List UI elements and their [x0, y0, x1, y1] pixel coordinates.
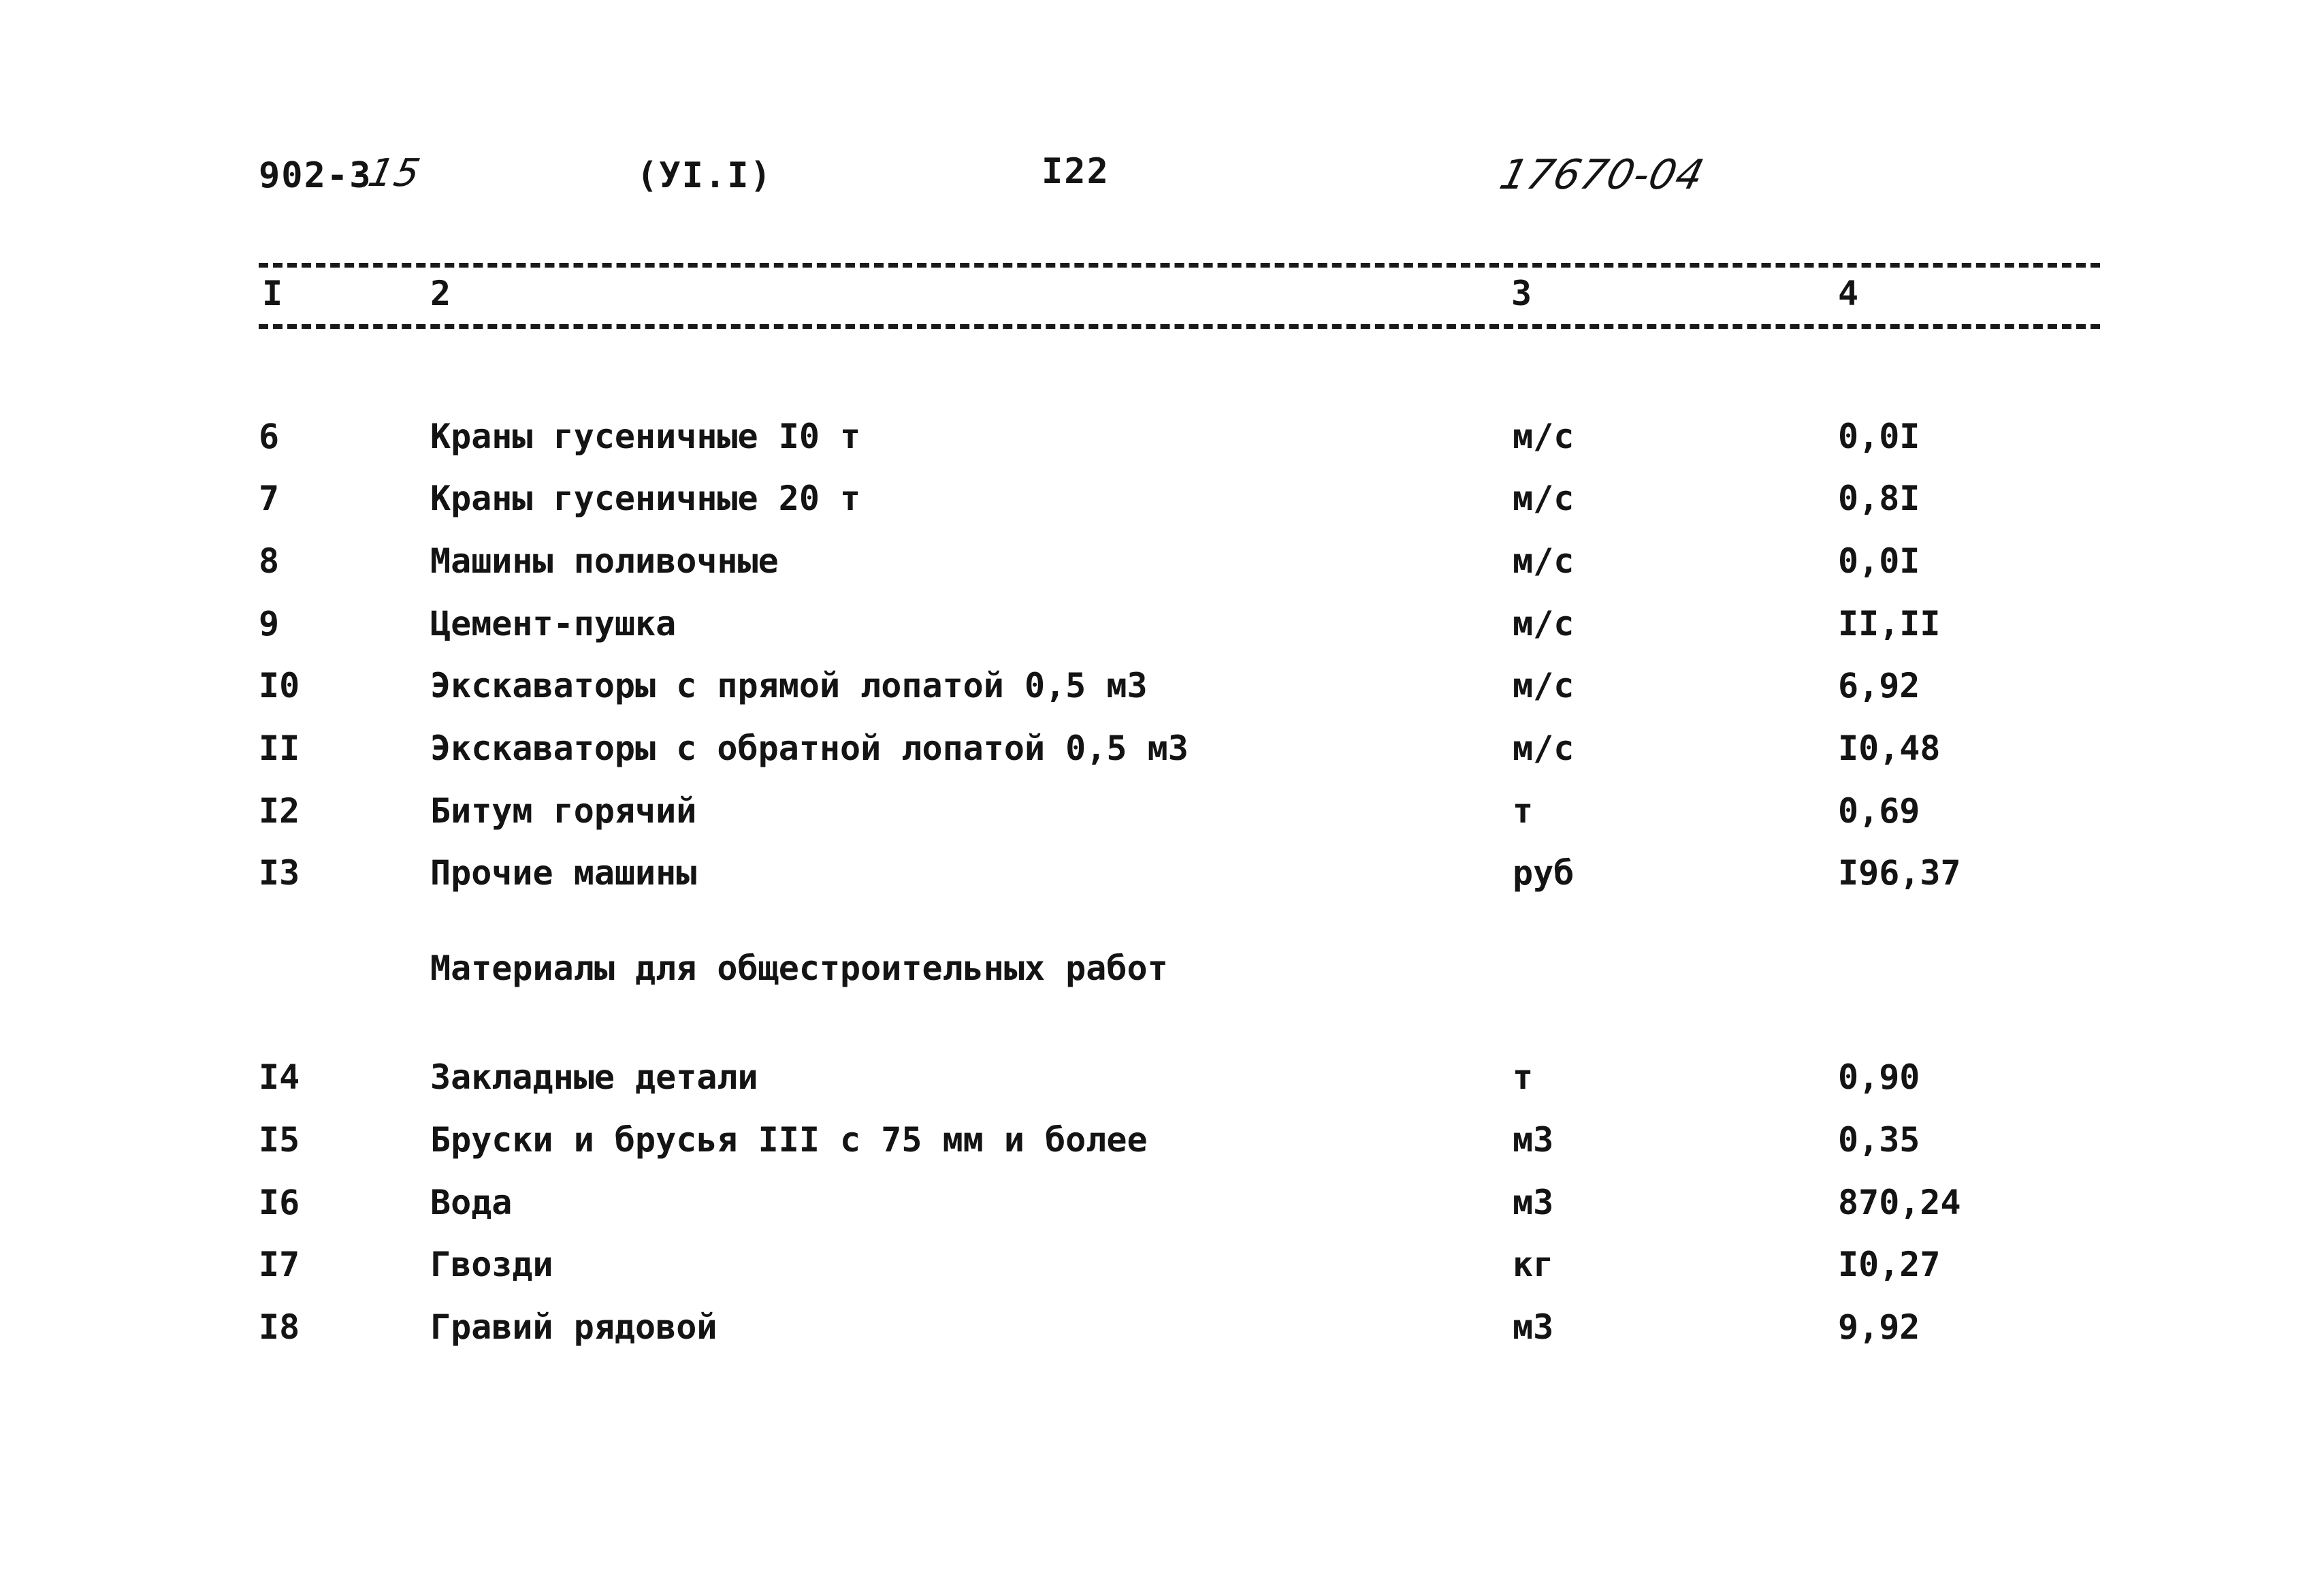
row-value: I0,27: [1838, 1245, 1941, 1284]
row-unit: м3: [1513, 1307, 1554, 1347]
row-name: Экскаваторы с прямой лопатой 0,5 м3: [430, 666, 1148, 705]
table-row: [0, 604, 2324, 658]
section-subheading: Материалы для общестроительных работ: [430, 949, 1168, 988]
row-value: I0,48: [1838, 729, 1941, 768]
row-name: Бруски и брусья III с 75 мм и более: [430, 1120, 1148, 1160]
row-number: II: [259, 729, 300, 768]
row-unit: руб: [1513, 853, 1575, 893]
inventory-number: 17670-04: [1495, 151, 1709, 199]
row-number: I0: [259, 666, 300, 705]
row-number: I6: [259, 1183, 300, 1222]
row-unit: м3: [1513, 1120, 1554, 1160]
row-name: Машины поливочные: [430, 541, 779, 581]
row-unit: т: [1513, 1057, 1534, 1097]
row-name: Экскаваторы с обратной лопатой 0,5 м3: [430, 729, 1189, 768]
row-name: Цемент-пушка: [430, 604, 677, 643]
table-row: [0, 1307, 2324, 1362]
row-number: 7: [259, 479, 280, 518]
page-number: I22: [1042, 151, 1110, 192]
row-unit: т: [1513, 791, 1534, 831]
row-value: 6,92: [1838, 666, 1920, 705]
table-row: [0, 666, 2324, 720]
table-row: [0, 541, 2324, 596]
row-unit: м/с: [1513, 729, 1575, 768]
section-label: (УI.I): [636, 155, 773, 196]
row-unit: м/с: [1513, 417, 1575, 456]
row-value: 9,92: [1838, 1307, 1920, 1347]
row-unit: м/с: [1513, 666, 1575, 705]
document-code: 902-3: [259, 155, 372, 196]
table-row: [0, 479, 2324, 533]
column-header-3: 3: [1511, 274, 1532, 313]
row-name: Вода: [430, 1183, 513, 1222]
row-name: Краны гусеничные I0 т: [430, 417, 861, 456]
document-code-handwritten: -15: [349, 151, 425, 195]
row-name: Гравий рядовой: [430, 1307, 717, 1347]
row-value: 0,35: [1838, 1120, 1920, 1160]
row-name: Гвозди: [430, 1245, 553, 1284]
row-value: 0,90: [1838, 1057, 1920, 1097]
row-name: Прочие машины: [430, 853, 697, 893]
table-row: [0, 729, 2324, 783]
row-number: I4: [259, 1057, 300, 1097]
row-value: 870,24: [1838, 1183, 1961, 1222]
table-row: [0, 1245, 2324, 1299]
row-unit: м/с: [1513, 541, 1575, 581]
column-header-1: I: [262, 274, 283, 313]
header-divider-bottom: [259, 324, 2100, 329]
row-value: II,II: [1838, 604, 1941, 643]
row-number: I3: [259, 853, 300, 893]
row-unit: м/с: [1513, 479, 1575, 518]
table-row: [0, 791, 2324, 846]
row-number: I7: [259, 1245, 300, 1284]
table-row: [0, 1183, 2324, 1237]
column-header-2: 2: [430, 274, 451, 313]
table-row: [0, 1120, 2324, 1175]
table-row: [0, 417, 2324, 471]
row-number: 6: [259, 417, 280, 456]
row-name: Закладные детали: [430, 1057, 758, 1097]
row-value: 0,0I: [1838, 541, 1920, 581]
row-number: I8: [259, 1307, 300, 1347]
row-value: I96,37: [1838, 853, 1961, 893]
column-header-4: 4: [1838, 274, 1859, 313]
row-unit: м/с: [1513, 604, 1575, 643]
row-value: 0,69: [1838, 791, 1920, 831]
row-unit: кг: [1513, 1245, 1554, 1284]
row-value: 0,0I: [1838, 417, 1920, 456]
header-divider-top: [259, 263, 2100, 268]
row-number: 8: [259, 541, 280, 581]
table-row: [0, 1057, 2324, 1112]
row-number: I5: [259, 1120, 300, 1160]
table-row: [0, 853, 2324, 908]
row-name: Краны гусеничные 20 т: [430, 479, 861, 518]
row-name: Битум горячий: [430, 791, 697, 831]
row-unit: м3: [1513, 1183, 1554, 1222]
row-number: 9: [259, 604, 280, 643]
row-value: 0,8I: [1838, 479, 1920, 518]
row-number: I2: [259, 791, 300, 831]
